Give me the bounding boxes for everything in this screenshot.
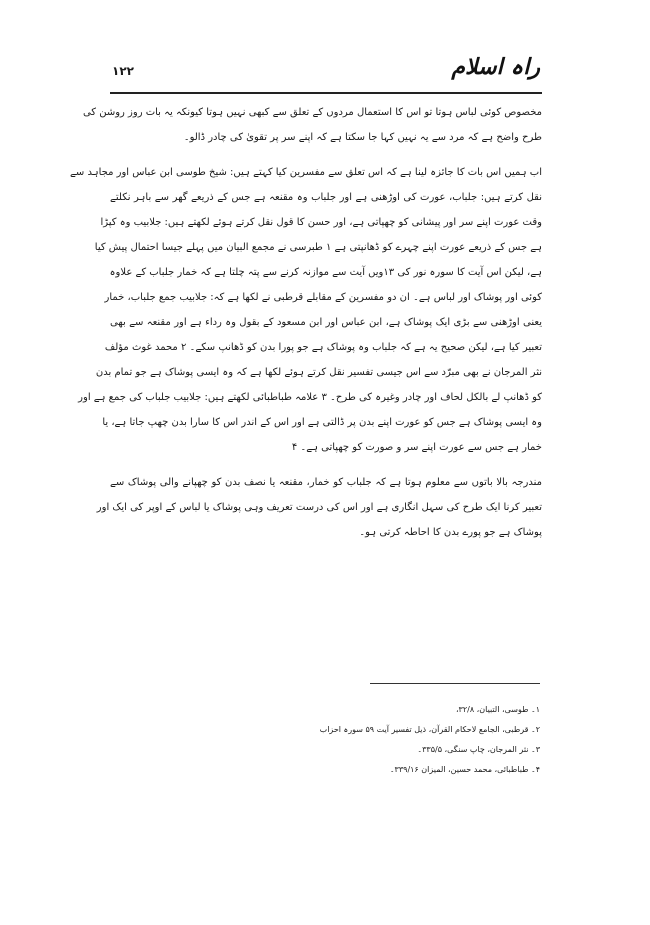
- journal-logo: راہ اسلام: [451, 54, 540, 80]
- text-line: طرح واضح ہے کہ مرد سے یہ نہیں کہا جا سکتا ہے کہ اپنے سر پر تقویٰ کی چادر ڈالو۔: [183, 132, 542, 143]
- text-line: ہے، لیکن اس آیت کا سورہ نور کی ۱۳ویں آیت سے موازنہ کرنے سے پتہ چلتا ہے کہ خمار جلباب کے علاوہ: [109, 267, 542, 278]
- text-line: تعبیر کرنا ایک طرح کی سہل انگاری ہے اور اس کی درست تعریف وہی پوشاک یا لباس کے اوپر کی ایک اور: [96, 502, 542, 513]
- text-line: خمار ہے جس سے عورت اپنے سر و صورت کو چھپاتی ہے۔ ۴: [291, 442, 542, 453]
- text-line: کوئی اور پوشاک اور لباس ہے۔ ان دو مفسرین کے مقابلے قرطبی نے لکھا ہے کہ: جلابیب جمع جلباب، خمار: [104, 292, 542, 303]
- footnote-separator: [370, 683, 540, 684]
- page-number: ۱۲۲: [112, 64, 134, 78]
- text-line: وہ ایسی پوشاک ہے جس کو عورت اپنے بدن پر ڈالتی ہے اور اس کے اندر اس کا سارا بدن چھپ جاتا ہے، یا: [102, 417, 542, 428]
- paragraph: [82, 100, 542, 150]
- text-line: اب ہمیں اس بات کا جائزہ لینا ہے کہ اس تعلق سے مفسرین کیا کہتے ہیں: شیخ طوسی ابن عباس اور مجاہد سے: [70, 167, 542, 178]
- text-line: مندرجہ بالا باتوں سے معلوم ہوتا ہے کہ جلباب کو خمار، مقنعہ یا نصف بدن کو چھپانے والی پوشاک سے: [110, 477, 542, 488]
- text-line: پوشاک ہے جو پورے بدن کا احاطہ کرتی ہو۔: [359, 527, 542, 538]
- page-header: [112, 52, 540, 92]
- footnote: ۱۔ طوسی، التبیان، ۳۲/۸،: [455, 705, 540, 714]
- header-rule: [110, 92, 542, 94]
- text-line: تعبیر کیا ہے، لیکن صحیح یہ ہے کہ جلباب وہ پوشاک ہے جو پورا بدن کو ڈھانپ سکے۔ ۲ محمد غوث مؤلف: [104, 342, 542, 353]
- text-line: نثر المرجان نے بھی مبرّد سے اس جیسی تفسیر نقل کرتے ہوئے لکھا ہے کہ وہ ایسی پوشاک ہے جو تمام بدن: [95, 367, 542, 378]
- text-line: یعنی اوڑھنی سے بڑی ایک پوشاک ہے، ابن عباس اور ابن مسعود کے بقول وہ رداء ہے اور مقنعہ سے بھی: [110, 317, 542, 328]
- text-line: مخصوص کوئی لباس ہوتا تو اس کا استعمال مردوں کے تعلق سے کبھی نہیں ہوتا کیونکہ یہ بات روز روشن کی: [82, 107, 542, 118]
- text-line: وقت عورت اپنے سر اور پیشانی کو چھپاتی ہے، اور حسن کا قول نقل کرتے ہوئے لکھتے ہیں: جلابیب وہ کپڑا: [100, 217, 542, 228]
- footnotes: [270, 700, 540, 780]
- main-text: [70, 100, 542, 555]
- paragraph: [96, 470, 542, 545]
- text-line: کو ڈھانپ لے بالکل لحاف اور چادر وغیرہ کی طرح۔ ۳ علامہ طباطبائی لکھتے ہیں: جلابیب جلباب کی جمع ہے اور: [78, 392, 542, 403]
- text-line: ہے جس کے ذریعے عورت اپنے چہرے کو ڈھانپتی ہے ۱ طبرسی نے مجمع البیان میں پہلے جیسا احتمال پیش کیا: [94, 242, 542, 253]
- footnote: ۴۔ طباطبائی، محمد حسین، المیزان ۳۳۹/۱۶۔: [389, 765, 540, 774]
- text-line: نقل کرتے ہیں: جلباب، عورت کی اوڑھنی ہے اور جلباب وہ مقنعہ ہے جس کے ذریعے گھر سے باہر نکلتے: [110, 192, 542, 203]
- footnote: ۳۔ نثر المرجان، چاپ سنگی، ۳۳۵/۵۔: [417, 745, 540, 754]
- paragraph: [70, 160, 542, 460]
- footnote: ۲۔ قرطبی، الجامع لاحکام القرآن، ذیل تفسیر آیت ۵۹ سورہ احزاب: [319, 725, 540, 734]
